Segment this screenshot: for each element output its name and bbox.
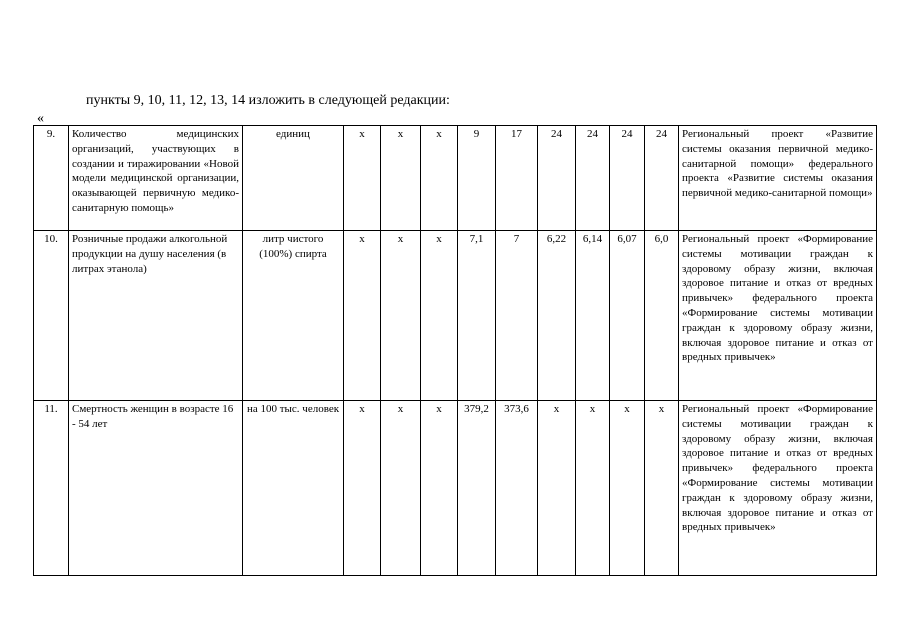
- value-cell: 24: [576, 126, 610, 231]
- value-cell: 7,1: [458, 231, 496, 401]
- value-cell: 9: [458, 126, 496, 231]
- table-row: [34, 401, 877, 576]
- value-cell: 7: [496, 231, 538, 401]
- value-cell: 6,07: [610, 231, 645, 401]
- value-cell: 373,6: [496, 401, 538, 576]
- value-cell: х: [381, 401, 421, 576]
- opening-quote-mark: «: [37, 111, 44, 126]
- value-cell: 6,14: [576, 231, 610, 401]
- value-cell: х: [576, 401, 610, 576]
- regional-project: Региональный проект «Развитие системы оказания первичной медико-санитарной помощи» федерального проекта «Развитие системы оказания первичной медико-санитарной помощи»: [679, 126, 877, 231]
- indicators-table: [33, 125, 877, 576]
- value-cell: х: [421, 231, 458, 401]
- value-cell: 24: [538, 126, 576, 231]
- amendment-intro-text: пункты 9, 10, 11, 12, 13, 14 изложить в следующей редакции:: [86, 93, 450, 108]
- regional-project: Региональный проект «Формирование системы мотивации граждан к здоровому образу жизни, включая здоровое питание и отказ от вредных привычек» федерального проекта «Формирование системы мотивации граждан к здоровому образу жизни, включая здоровое питание и отказ от вредных привычек»: [679, 401, 877, 576]
- value-cell: х: [344, 126, 381, 231]
- row-number: 11.: [34, 401, 69, 576]
- row-number: 10.: [34, 231, 69, 401]
- unit-of-measure: единиц: [243, 126, 344, 231]
- value-cell: 17: [496, 126, 538, 231]
- value-cell: 6,22: [538, 231, 576, 401]
- value-cell: 379,2: [458, 401, 496, 576]
- value-cell: х: [344, 401, 381, 576]
- value-cell: х: [381, 126, 421, 231]
- value-cell: х: [421, 126, 458, 231]
- row-number: 9.: [34, 126, 69, 231]
- unit-of-measure: литр чистого (100%) спирта: [243, 231, 344, 401]
- value-cell: 6,0: [645, 231, 679, 401]
- unit-of-measure: на 100 тыс. человек: [243, 401, 344, 576]
- value-cell: 24: [610, 126, 645, 231]
- indicator-name: Количество медицинских организаций, участвующих в создании и тиражировании «Новой модели медицинской организации, оказывающей первичную медико-санитарную помощь»: [69, 126, 243, 231]
- indicator-name: Смертность женщин в возрасте 16 - 54 лет: [69, 401, 243, 576]
- regional-project: Региональный проект «Формирование системы мотивации граждан к здоровому образу жизни, включая здоровое питание и отказ от вредных привычек» федерального проекта «Формирование системы мотивации граждан к здоровому образу жизни, включая здоровое питание и отказ от вредных привычек»: [679, 231, 877, 401]
- value-cell: 24: [645, 126, 679, 231]
- value-cell: х: [610, 401, 645, 576]
- value-cell: х: [344, 231, 381, 401]
- value-cell: х: [538, 401, 576, 576]
- table-row: [34, 231, 877, 401]
- table-row: [34, 126, 877, 231]
- value-cell: х: [381, 231, 421, 401]
- value-cell: х: [645, 401, 679, 576]
- value-cell: х: [421, 401, 458, 576]
- indicator-name: Розничные продажи алкогольной продукции на душу населения (в литрах этанола): [69, 231, 243, 401]
